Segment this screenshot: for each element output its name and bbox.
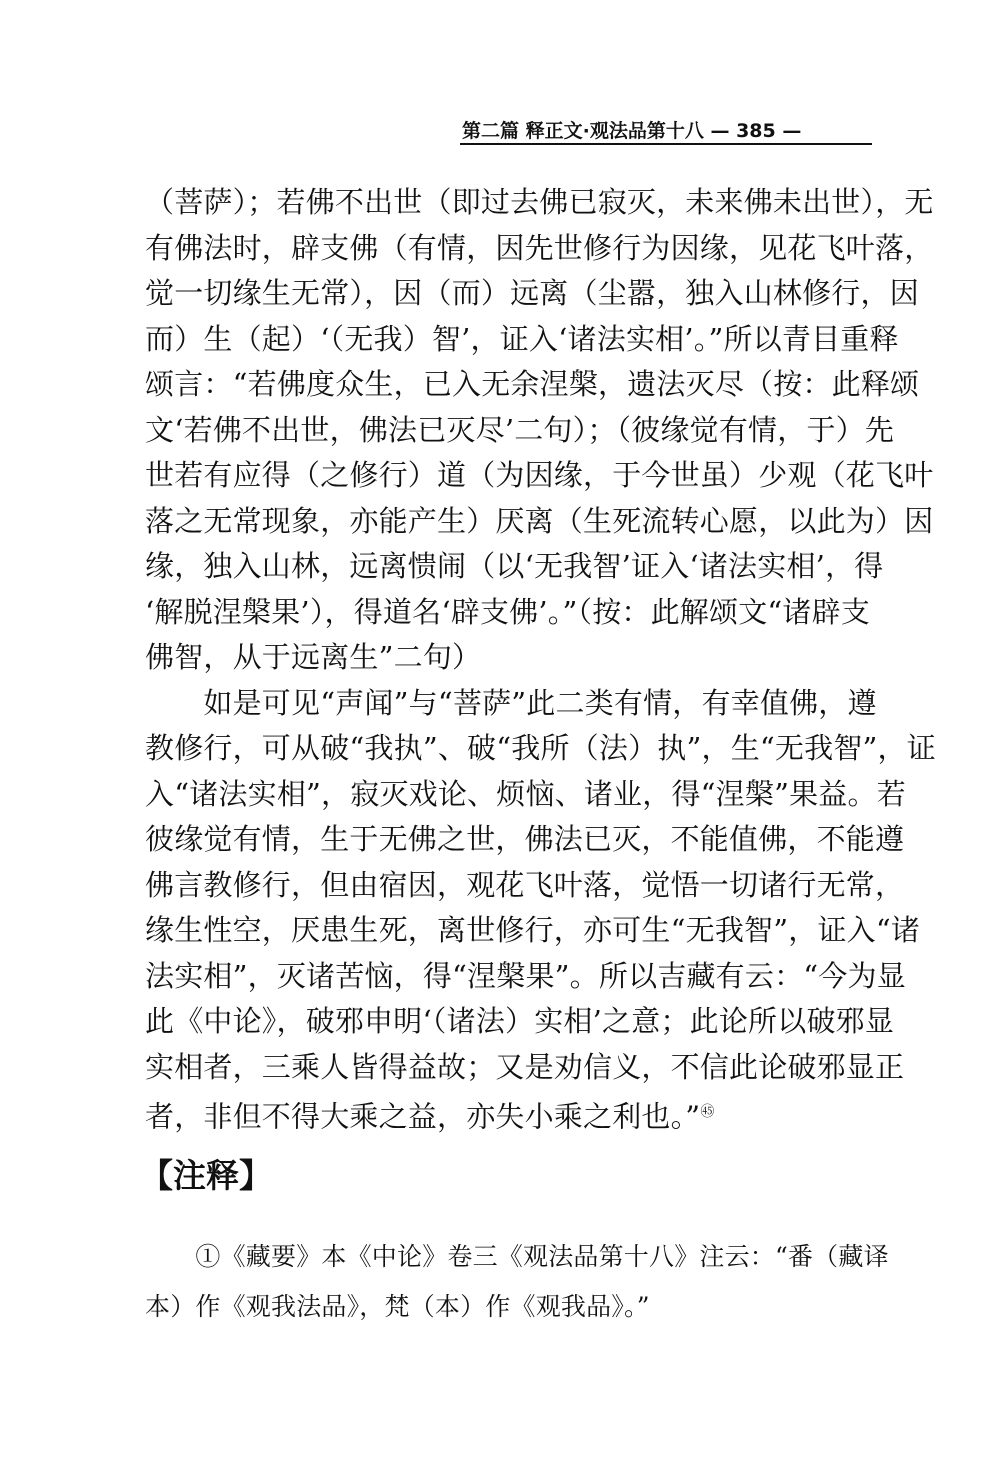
text-line: 实相者，三乘人皆得益故；又是劝信义，不信此论破邪显正 xyxy=(145,1049,905,1084)
text-line: 法实相”，灭诸苦恼，得“涅槃果”。所以吉藏有云：“今为显 xyxy=(145,958,906,993)
text-line: 如是可见“声闻”与“菩萨”此二类有情，有幸值佛，遵 xyxy=(145,685,877,720)
text-line: 者，非但不得大乘之益，亦失小乘之利也。”$^㊺$ xyxy=(145,1099,715,1134)
text-line: 颂言：“若佛度众生，已入无余涅槃，遗法灭尽（按：此释颂 xyxy=(145,367,920,401)
text-line: 有佛法时，辟支佛（有情，因先世修行为因缘，见花飞叶落， xyxy=(145,230,934,265)
notes-heading: 【注释】 xyxy=(140,1156,272,1195)
text-line: 佛智，从于远离生”二句） xyxy=(145,640,482,674)
text-line: 教修行，可从破“我执”、破“我所（法）执”，生“无我智”，证 xyxy=(145,731,936,765)
text-line: 世若有应得（之修行）道（为因缘，于今世虽）少观（花飞叶 xyxy=(145,458,934,492)
text-line: 缘生性空，厌患生死，离世修行，亦可生“无我智”，证入“诸 xyxy=(145,913,921,947)
header-rule xyxy=(460,143,872,145)
footnote-ref: ㊺ xyxy=(700,1104,715,1120)
text-line: 缘，独入山林，远离愦闹（以‘无我智’证入‘诸法实相’，得 xyxy=(145,549,884,583)
note-line: 本）作《观我法品》，梵（本）作《观我品》。” xyxy=(145,1292,650,1321)
text-line: 佛言教修行，但由宿因，观花飞叶落，觉悟一切诸行无常， xyxy=(145,867,905,902)
note-line: ①《藏要》本《中论》卷三《观法品第十八》注云：“番（藏译 xyxy=(145,1242,889,1271)
body-text xyxy=(145,180,936,1136)
text-line: ‘解脱涅槃果’），得道名‘辟支佛’。”（按：此解颂文“诸辟支 xyxy=(145,594,871,629)
text-line: 而）生（起）‘（无我）智’，证入‘诸法实相’。”所以青目重释 xyxy=(145,321,899,356)
text-line: （菩萨）；若佛不出世（即过去佛已寂灭，未来佛未出世），无 xyxy=(145,185,934,219)
text-line: 觉一切缘生无常），因（而）远离（尘嚣，独入山林修行，因 xyxy=(145,276,919,310)
running-header: 第二篇 释正文·观法品第十八 — 385 — xyxy=(462,120,802,142)
text-line: 入“诸法实相”，寂灭戏论、烦恼、诸业，得“涅槃”果益。若 xyxy=(145,776,906,811)
text-line: 彼缘觉有情，生于无佛之世，佛法已灭，不能值佛，不能遵 xyxy=(145,822,905,856)
text-line: 落之无常现象，亦能产生）厌离（生死流转心愿，以此为）因 xyxy=(145,503,934,538)
text-line: 此《中论》，破邪申明‘（诸法）实相’之意；此论所以破邪显 xyxy=(145,1004,895,1038)
text-line: 文‘若佛不出世，佛法已灭尽’二句）；（彼缘觉有情，于）先 xyxy=(145,412,895,447)
notes-section xyxy=(145,1232,889,1332)
